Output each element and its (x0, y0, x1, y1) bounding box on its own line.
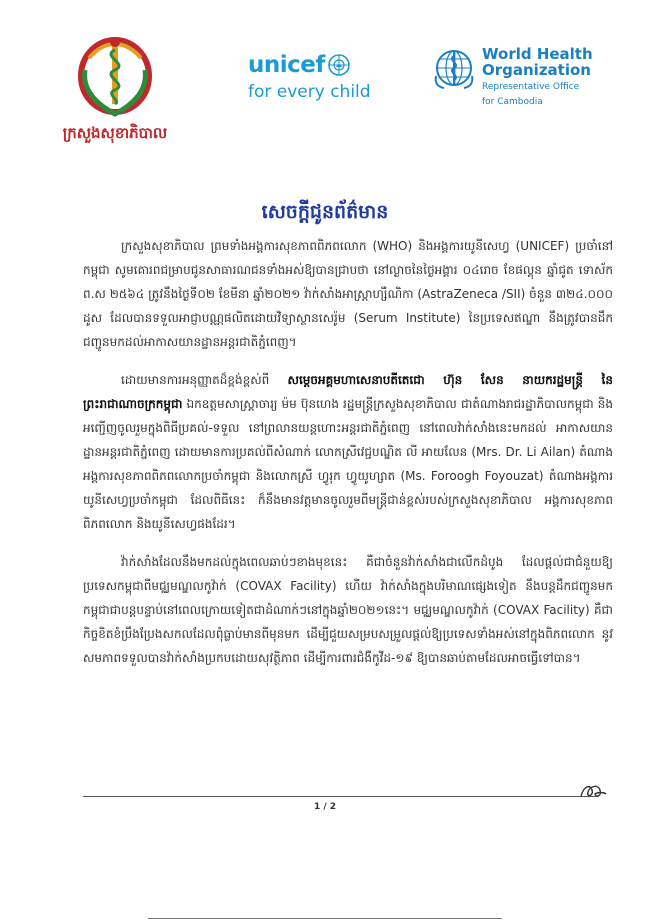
paragraph-3: វ៉ាក់សាំងដែលនឹងមកដល់ក្នុងពេលឆាប់ៗខាងមុខនេះ គឺជាចំនួនវ៉ាក់សាំងជាលើកដំបូង ដែលផ្តល់ជាជំនួយឱ្យប្រទេសកម្ពុជាពីមជ្ឈមណ្ឌលកូវ៉ាក់ (COVAX Facility) ហើយ វ៉ាក់សាំងក្នុងបរិមាណផ្សេងទៀត នឹងបន្តដឹកជញ្ជូនមកកម្ពុជាជាបន្តបន្ទាប់នៅពេលក្រោយទៀតជាដំណាក់ៗនៅក្នុងឆ្នាំ២០២១នេះ។ មជ្ឈមណ្ឌលកូវ៉ាក់ (COVAX Facility) គឺជាកិច្ចខិតខំប្រឹងប្រែងសកលដែលពុំធ្លាប់មានពីមុនមក ដើម្បីជួយសម្របសម្រួលផ្តល់ឱ្យប្រទេសទាំងអស់នៅក្នុងពិភពលោក នូវសមភាពទទួលបានវ៉ាក់សាំងប្រកបដោយសុវត្ថិភាព ដើម្បីការពារជំងឺកូវីដ-១៩ ឱ្យបានឆាប់តាមដែលអាចធ្វើទៅបាន។ (83, 555, 613, 665)
who-emblem-icon (432, 46, 476, 90)
page-title: សេចក្តីជូនព័ត៌មាន (261, 201, 389, 223)
who-name-line1: World Health (482, 45, 593, 63)
who-name-line2: Organization (482, 61, 591, 79)
paragraph-2-rest: ឯកឧត្តមសាស្ត្រាចារ្យ ម៉ម ប៊ុនហេង រដ្ឋមន្ត្រីក្រសួងសុខាភិបាល ជាតំណាងរាជរដ្ឋាភិបាលកម្ពុជា និងអញ្ជើញចូលរួមក្នុងពិធីប្រគល់-ទទួល នៅព្រលានយន្តហោះអន្តរជាតិភ្នំពេញ នៅពេលវ៉ាក់សាំងនេះមកដល់ អាកាសយានដ្ឋានអន្តរជាតិភ្នំពេញ ដោយមានការប្រគល់ពីសំណាក់ លោកស្រីវេជ្ជបណ្ឌិត លី អាយលែន (Mrs. Dr. Li Ailan) តំណាងអង្គការសុខភាពពិភពលោកប្រចាំកម្ពុជា និងលោកស្រី ហ្វូរុក ហ្វូយូហ្សាត (Ms. Foroogh Foyouzat) តំណាងអង្គការយូនីសេហ្វប្រចាំកម្ពុជា ដែលពិធីនេះ ក៏នឹងមានវត្តមានចូលរួមពីមន្ត្រីជាន់ខ្ពស់របស់ក្រសួងសុខាភិបាល អង្គការសុខភាពពិភពលោក និងយូនីសេហ្វផងដែរ។ (83, 397, 613, 531)
bottom-divider (148, 918, 502, 919)
paragraph-2-lead: ដោយមានការអនុញ្ញាតដ៏ខ្ពង់ខ្ពស់ពី (121, 373, 270, 387)
unicef-emblem-icon (327, 53, 351, 77)
who-office-line1: Representative Office (482, 82, 580, 92)
paragraph-1: ក្រសួងសុខាភិបាល ព្រមទាំងអង្គការសុខភាពពិភពលោក (WHO) និងអង្គការយូនីសេហ្វ (UNICEF) ប្រចាំនៅកម្ពុជា សូមគោរពជម្រាបជូនសាធារណជនទាំងអស់ឱ្យបានជ្រាបថា នៅល្ងាចនៃថ្ងៃអង្គារ ០៤រោច ខែផល្គុន ឆ្នាំជូត ទោស័ក ព.ស ២៥៦៤ ត្រូវនឹងថ្ងៃទី០២ ខែមីនា ឆ្នាំ២០២១ វ៉ាក់សាំងអាស្ត្រាហ្សឺណិកា (AstraZeneca /SII) ចំនួន ៣២៤.០០០ ដូស ដែលបានទទួលអាជ្ញាបណ្ណផលិតដោយវិទ្យាស្ថានសេរ៉ូម (Serum Institute) នៃប្រទេសឥណ្ឌា នឹងត្រូវបានដឹកជញ្ជូនមកដល់អាកាសយានដ្ឋានអន្តរជាតិភ្នំពេញ។ (83, 239, 613, 349)
paragraph-2 (83, 368, 613, 536)
document-body (83, 234, 613, 684)
moh-emblem-icon (71, 30, 159, 122)
moh-label: ក្រសួងសុខាភិបាល (62, 124, 168, 142)
paragraph-2-bold: សម្តេចអគ្គមហាសេនាបតីតេជោ ហ៊ុន សែន នាយករដ្ឋមន្ត្រី នៃព្រះរាជាណាចក្រកម្ពុជា (83, 373, 613, 411)
signature-icon (578, 780, 608, 802)
page-number: 1 / 2 (313, 802, 337, 812)
who-office-line2: for Cambodia (482, 97, 543, 107)
who-logo (432, 46, 612, 108)
footer-divider (83, 796, 598, 797)
moh-logo (60, 30, 170, 150)
unicef-name: unicef (248, 52, 325, 78)
unicef-tagline: for every child (248, 82, 371, 102)
unicef-logo (248, 52, 371, 102)
